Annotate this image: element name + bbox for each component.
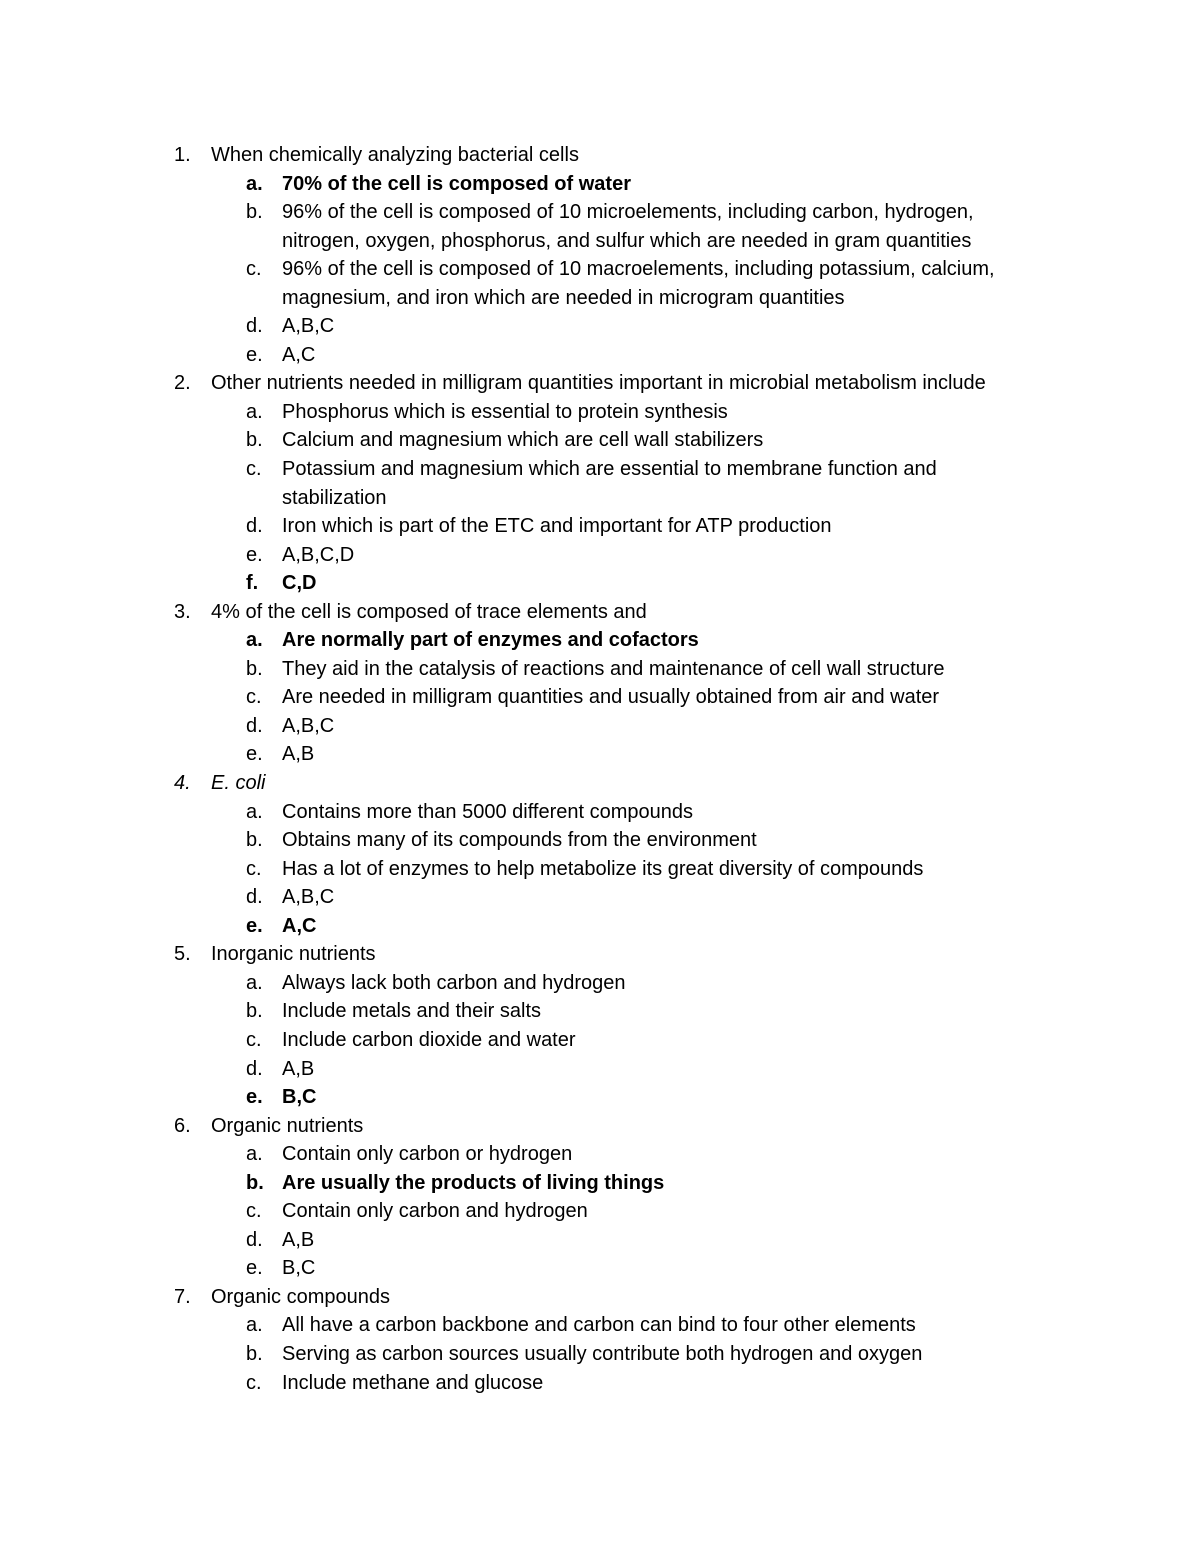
option-letter: e. [246, 1086, 263, 1109]
option-letter: c. [246, 686, 262, 709]
option-letter: c. [246, 1028, 262, 1051]
answer-option [0, 426, 1200, 455]
option-letter: f. [246, 572, 259, 595]
answer-option [0, 883, 1200, 912]
option-text: Contain only carbon and hydrogen [282, 1200, 588, 1223]
option-text: A,C [282, 343, 316, 366]
option-text: Has a lot of enzymes to help metabolize its great diversity of compounds [282, 857, 924, 880]
option-letter: e. [246, 914, 263, 937]
option-text: 96% of the cell is composed of 10 macroelements, including potassium, calcium, [282, 258, 995, 281]
option-text: Serving as carbon sources usually contribute both hydrogen and oxygen [282, 1342, 923, 1365]
option-text: nitrogen, oxygen, phosphorus, and sulfur which are needed in gram quantities [282, 229, 972, 252]
question-line [0, 1112, 1200, 1141]
answer-option [0, 312, 1200, 341]
option-text: 96% of the cell is composed of 10 microelements, including carbon, hydrogen, [282, 201, 974, 224]
answer-option [0, 284, 1200, 313]
option-text: Contains more than 5000 different compounds [282, 800, 694, 823]
option-letter: b. [246, 429, 263, 452]
question-number: 5. [174, 943, 191, 966]
option-letter: c. [246, 1371, 262, 1394]
option-letter: b. [246, 1000, 263, 1023]
answer-option [0, 826, 1200, 855]
option-letter: a. [246, 971, 263, 994]
option-letter: a. [246, 800, 263, 823]
option-text: C,D [282, 572, 317, 595]
option-text: A,B,C [282, 886, 335, 909]
option-letter: e. [246, 1257, 263, 1280]
option-letter: b. [246, 201, 263, 224]
question-number: 7. [174, 1285, 191, 1308]
option-text: Are usually the products of living things [282, 1171, 665, 1194]
answer-option [0, 997, 1200, 1026]
answer-option-correct [0, 1083, 1200, 1112]
option-letter: a. [246, 400, 263, 423]
option-letter: e. [246, 743, 263, 766]
option-text: A,B,C,D [282, 543, 355, 566]
option-text: 70% of the cell is composed of water [282, 172, 631, 195]
answer-option [0, 1055, 1200, 1084]
answer-option [0, 855, 1200, 884]
option-text: A,B [282, 1228, 315, 1251]
option-letter: a. [246, 172, 263, 195]
option-text: Include metals and their salts [282, 1000, 542, 1023]
question-text: When chemically analyzing bacterial cells [211, 144, 579, 166]
answer-option [0, 341, 1200, 370]
option-letter: d. [246, 886, 263, 909]
option-text: Iron which is part of the ETC and important for ATP production [282, 515, 832, 538]
option-letter: b. [246, 829, 263, 852]
answer-option [0, 969, 1200, 998]
answer-option-correct [0, 569, 1200, 598]
option-letter: a. [246, 1143, 263, 1166]
answer-option [0, 541, 1200, 570]
option-text: Contain only carbon or hydrogen [282, 1143, 573, 1166]
option-letter: d. [246, 515, 263, 538]
answer-option [0, 712, 1200, 741]
option-letter: c. [246, 857, 262, 880]
option-letter: d. [246, 714, 263, 737]
option-letter: c. [246, 258, 262, 281]
option-text: A,C [282, 914, 317, 937]
answer-option [0, 1226, 1200, 1255]
answer-option [0, 798, 1200, 827]
option-letter: b. [246, 657, 263, 680]
question-text: Organic compounds [211, 1285, 390, 1308]
question-line [0, 940, 1200, 969]
question-number: 6. [174, 1114, 191, 1137]
answer-option [0, 1140, 1200, 1169]
question-number: 3. [174, 600, 191, 623]
option-text: B,C [282, 1086, 317, 1109]
answer-option-correct [0, 170, 1200, 199]
option-letter: a. [246, 1314, 263, 1337]
answer-option [0, 1254, 1200, 1283]
question-text: Inorganic nutrients [211, 943, 376, 966]
option-letter: b. [246, 1342, 263, 1365]
question-text: 4% of the cell is composed of trace elements and [211, 600, 647, 623]
question-line [0, 369, 1200, 398]
option-text: Are normally part of enzymes and cofactors [282, 629, 699, 652]
option-text: They aid in the catalysis of reactions and maintenance of cell wall structure [282, 657, 945, 680]
answer-option [0, 227, 1200, 256]
answer-option [0, 455, 1200, 484]
option-text: A,B [282, 1057, 315, 1080]
option-letter: d. [246, 1228, 263, 1251]
question-number: 1. [174, 144, 191, 166]
option-text: Include carbon dioxide and water [282, 1028, 576, 1051]
option-text: B,C [282, 1257, 316, 1280]
answer-option [0, 740, 1200, 769]
option-text: All have a carbon backbone and carbon can bind to four other elements [282, 1314, 916, 1337]
answer-option [0, 512, 1200, 541]
answer-option [0, 1026, 1200, 1055]
answer-option [0, 683, 1200, 712]
option-text: Phosphorus which is essential to protein synthesis [282, 400, 728, 423]
quiz-page [0, 141, 1200, 1397]
question-line [0, 141, 1200, 170]
question-line [0, 1283, 1200, 1312]
option-text: A,B,C [282, 315, 335, 338]
question-line [0, 769, 1200, 798]
option-text: Include methane and glucose [282, 1371, 544, 1394]
option-text: stabilization [282, 486, 387, 509]
option-letter: d. [246, 1057, 263, 1080]
question-text: Organic nutrients [211, 1114, 364, 1137]
option-text: Are needed in milligram quantities and usually obtained from air and water [282, 686, 940, 709]
answer-option [0, 1197, 1200, 1226]
answer-option [0, 398, 1200, 427]
option-text: magnesium, and iron which are needed in microgram quantities [282, 286, 845, 309]
option-letter: e. [246, 343, 263, 366]
option-letter: d. [246, 315, 263, 338]
question-number: 4. [174, 772, 191, 795]
answer-option [0, 484, 1200, 513]
question-text: E. coli [211, 772, 266, 795]
option-text: A,B,C [282, 714, 335, 737]
option-letter: b. [246, 1171, 264, 1194]
answer-option-correct [0, 1169, 1200, 1198]
answer-option [0, 255, 1200, 284]
question-number: 2. [174, 372, 191, 395]
answer-option [0, 198, 1200, 227]
answer-option [0, 1311, 1200, 1340]
answer-option [0, 1340, 1200, 1369]
option-text: A,B [282, 743, 315, 766]
answer-option-correct [0, 626, 1200, 655]
option-text: Obtains many of its compounds from the environment [282, 829, 757, 852]
option-letter: c. [246, 1200, 262, 1223]
option-letter: e. [246, 543, 263, 566]
option-text: Always lack both carbon and hydrogen [282, 971, 626, 994]
option-text: Calcium and magnesium which are cell wall stabilizers [282, 429, 764, 452]
answer-option [0, 655, 1200, 684]
question-text: Other nutrients needed in milligram quantities important in microbial metabolism include [211, 372, 986, 395]
answer-option-correct [0, 912, 1200, 941]
option-letter: a. [246, 629, 263, 652]
answer-option [0, 1369, 1200, 1398]
question-line [0, 598, 1200, 627]
option-text: Potassium and magnesium which are essential to membrane function and [282, 458, 937, 481]
option-letter: c. [246, 458, 262, 481]
